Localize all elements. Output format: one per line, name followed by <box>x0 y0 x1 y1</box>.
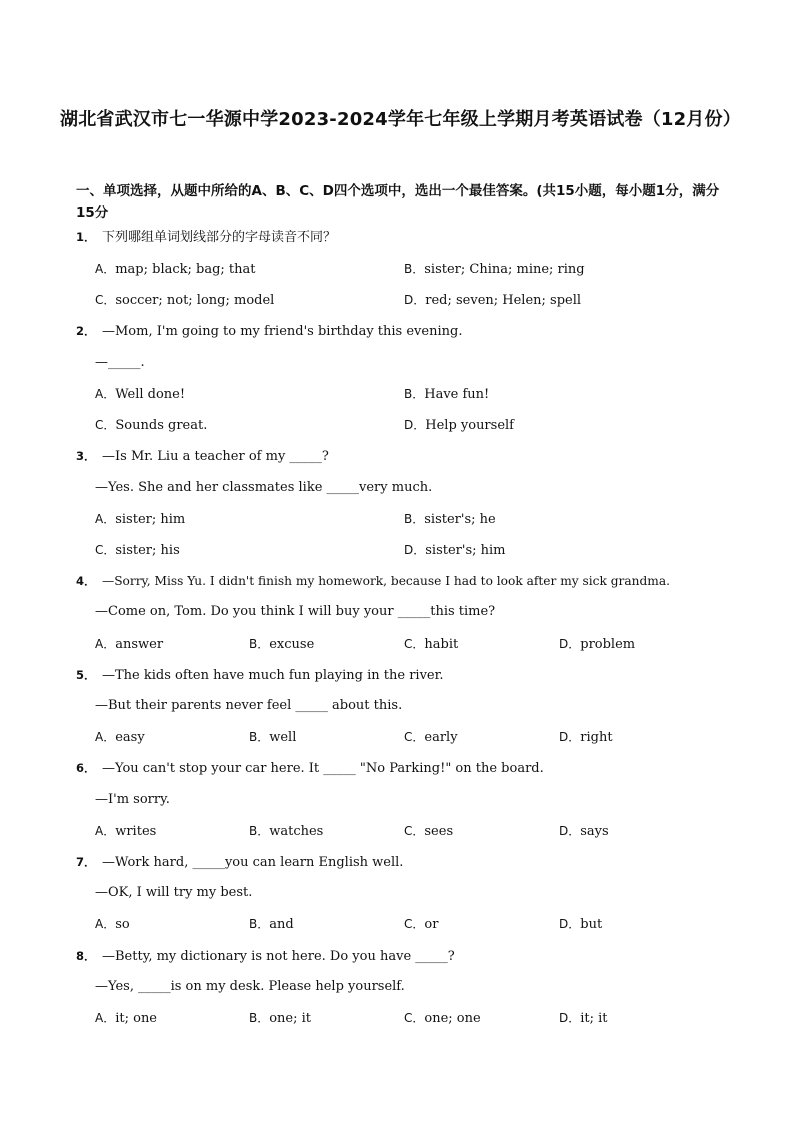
option-text: early <box>424 730 458 745</box>
question-reply: —_____. <box>95 355 145 370</box>
option-d <box>559 822 609 841</box>
question-3 <box>76 447 736 466</box>
option-text: easy <box>115 730 145 745</box>
option-text: sister; his <box>115 543 180 558</box>
option-text: watches <box>269 824 324 839</box>
question-2 <box>76 322 736 341</box>
option-letter: B． <box>249 917 270 931</box>
option-text: it; it <box>580 1011 608 1026</box>
option-d <box>404 541 506 560</box>
question-reply: —Yes. She and her classmates like _____very much. <box>95 480 433 495</box>
question-stem: —Work hard, _____you can learn English well. <box>102 855 404 870</box>
option-d <box>559 728 613 747</box>
question-7 <box>76 853 736 872</box>
option-letter: A． <box>95 917 116 931</box>
question-number: 4． <box>76 574 96 588</box>
option-d <box>559 635 635 654</box>
option-letter: A． <box>95 730 116 744</box>
option-text: but <box>580 917 603 932</box>
option-letter: A． <box>95 387 116 401</box>
option-d <box>559 915 602 934</box>
option-text: and <box>269 917 294 932</box>
option-letter: B． <box>249 1011 270 1025</box>
question-stem: —Is Mr. Liu a teacher of my _____? <box>102 449 329 464</box>
option-text: Sounds great. <box>115 418 208 433</box>
option-letter: A． <box>95 262 116 276</box>
option-letter: C． <box>404 1011 425 1025</box>
option-text: Help yourself <box>425 418 514 433</box>
option-c <box>404 1009 481 1028</box>
option-text: answer <box>115 637 164 652</box>
option-b <box>249 635 314 654</box>
option-letter: C． <box>95 293 116 307</box>
question-5 <box>76 666 736 685</box>
option-text: well <box>269 730 297 745</box>
question-1 <box>76 228 736 247</box>
option-text: one; one <box>424 1011 481 1026</box>
question-number: 1． <box>76 230 96 244</box>
option-letter: A． <box>95 1011 116 1025</box>
question-reply: —I'm sorry. <box>95 792 170 807</box>
option-letter: D． <box>559 730 581 744</box>
option-text: problem <box>580 637 636 652</box>
option-b <box>249 822 323 841</box>
option-letter: D． <box>404 293 426 307</box>
section-heading: 一、单项选择，从题中所给的A、B、C、D四个选项中，选出一个最佳答案。(共15小题，每小题1分，满分15分 <box>76 183 720 221</box>
option-b <box>249 1009 311 1028</box>
option-letter: D． <box>559 637 581 651</box>
option-text: map; black; bag; that <box>115 262 256 277</box>
option-letter: B． <box>249 824 270 838</box>
option-text: Have fun! <box>424 387 490 402</box>
option-b <box>249 728 296 747</box>
question-stem: —Sorry, Miss Yu. I didn't finish my homework, because I had to look after my sick grandma. <box>102 574 670 588</box>
option-letter: D． <box>559 917 581 931</box>
option-c <box>404 915 438 934</box>
option-letter: B． <box>404 387 425 401</box>
option-text: excuse <box>269 637 315 652</box>
option-c <box>404 728 458 747</box>
question-stem: —You can't stop your car here. It _____ "No Parking!" on the board. <box>102 761 544 776</box>
option-letter: D． <box>559 824 581 838</box>
option-letter: C． <box>404 637 425 651</box>
option-text: habit <box>424 637 459 652</box>
option-c <box>95 416 207 435</box>
option-d <box>404 291 581 310</box>
option-c <box>95 291 274 310</box>
option-letter: C． <box>404 917 425 931</box>
option-c <box>95 541 180 560</box>
option-a <box>95 510 185 529</box>
option-text: so <box>115 917 130 932</box>
option-b <box>404 510 496 529</box>
option-text: soccer; not; long; model <box>115 293 275 308</box>
question-number: 8． <box>76 949 96 963</box>
option-text: says <box>580 824 609 839</box>
option-letter: D． <box>404 418 426 432</box>
option-letter: C． <box>95 418 116 432</box>
option-letter: C． <box>404 730 425 744</box>
option-text: sister's; he <box>424 512 496 527</box>
question-8 <box>76 947 736 966</box>
option-letter: A． <box>95 637 116 651</box>
option-text: sister; him <box>115 512 186 527</box>
option-b <box>404 260 585 279</box>
option-letter: B． <box>249 730 270 744</box>
option-letter: D． <box>404 543 426 557</box>
option-a <box>95 915 130 934</box>
option-c <box>404 635 458 654</box>
option-b <box>404 385 489 404</box>
question-number: 3． <box>76 449 96 463</box>
question-stem: —The kids often have much fun playing in the river. <box>102 668 444 683</box>
option-b <box>249 915 294 934</box>
option-text: right <box>580 730 613 745</box>
option-a <box>95 1009 157 1028</box>
question-number: 6． <box>76 761 96 775</box>
question-6 <box>76 759 736 778</box>
option-text: or <box>424 917 439 932</box>
option-letter: C． <box>404 824 425 838</box>
question-4 <box>76 572 736 591</box>
option-text: sister; China; mine; ring <box>424 262 585 277</box>
option-a <box>95 728 145 747</box>
question-reply: —Come on, Tom. Do you think I will buy your _____this time? <box>95 604 496 619</box>
option-letter: B． <box>249 637 270 651</box>
option-letter: D． <box>559 1011 581 1025</box>
option-text: red; seven; Helen; spell <box>425 293 582 308</box>
question-stem: —Betty, my dictionary is not here. Do you have _____? <box>102 949 455 964</box>
option-text: writes <box>115 824 157 839</box>
question-number: 2． <box>76 324 96 338</box>
question-reply: —OK, I will try my best. <box>95 885 253 900</box>
question-number: 5． <box>76 668 96 682</box>
option-text: Well done! <box>115 387 186 402</box>
option-letter: C． <box>95 543 116 557</box>
question-reply: —Yes, _____is on my desk. Please help yourself. <box>95 979 405 994</box>
option-a <box>95 260 256 279</box>
option-d <box>404 416 514 435</box>
question-number: 7． <box>76 855 96 869</box>
option-text: it; one <box>115 1011 158 1026</box>
option-letter: B． <box>404 512 425 526</box>
option-a <box>95 385 185 404</box>
question-stem: —Mom, I'm going to my friend's birthday this evening. <box>102 324 463 339</box>
option-letter: A． <box>95 512 116 526</box>
option-letter: B． <box>404 262 425 276</box>
option-text: one; it <box>269 1011 312 1026</box>
question-stem: 下列哪组单词划线部分的字母读音不同？ <box>102 230 337 245</box>
option-text: sister's; him <box>425 543 506 558</box>
exam-title: 湖北省武汉市七一华源中学2023-2024学年七年级上学期月考英语试卷（12月份） <box>60 109 741 130</box>
option-c <box>404 822 453 841</box>
option-text: sees <box>424 824 454 839</box>
option-a <box>95 822 156 841</box>
question-reply: —But their parents never feel _____ about this. <box>95 698 403 713</box>
option-a <box>95 635 163 654</box>
option-d <box>559 1009 608 1028</box>
option-letter: A． <box>95 824 116 838</box>
